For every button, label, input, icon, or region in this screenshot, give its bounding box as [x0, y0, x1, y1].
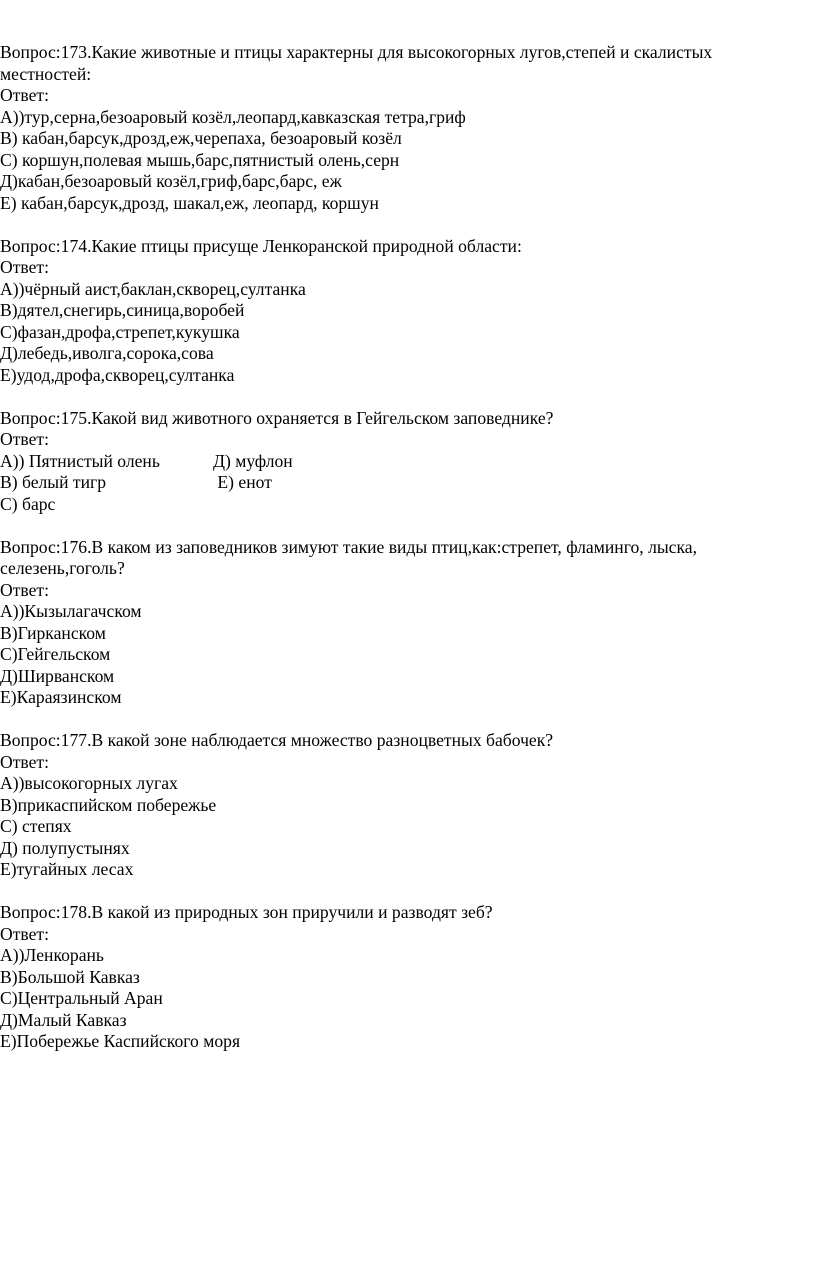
question-block-175 — [0, 408, 800, 516]
answer-option: B)дятел,снегирь,синица,воробей — [0, 300, 245, 320]
answer-option: Д) муфлон — [213, 450, 293, 471]
question-text: Вопрос:174.Какие птицы присуще Ленкоранской природной области: — [0, 235, 522, 256]
question-text: Вопрос:177.В какой зоне наблюдается множество разноцветных бабочек? — [0, 730, 554, 750]
answer-option: B) белый тигр — [0, 472, 107, 492]
question-text: Вопрос:175.Какой вид животного охраняется в Гейгельском заповеднике? — [0, 407, 554, 428]
answer-row — [0, 451, 800, 473]
answer-option: C) барс — [0, 493, 56, 514]
document-page — [0, 42, 800, 1074]
answer-label: Ответ: — [0, 923, 49, 944]
question-block-174 — [0, 236, 800, 387]
answer-label: Ответ: — [0, 257, 49, 277]
answer-label: Ответ: — [0, 579, 49, 600]
answer-option: E)Побережье Каспийского моря — [0, 1031, 241, 1051]
question-text: Вопрос:173.Какие животные и птицы характерны для высокогорных лугов,степей и скалистых местностей: — [0, 42, 713, 84]
answer-option: Д)Малый Кавказ — [0, 1009, 127, 1030]
answer-option: E)удод,дрофа,скворец,султанка — [0, 364, 235, 385]
question-text: Вопрос:176.В каком из заповедников зимуют такие виды птиц,как:стрепет, фламинго, лыска, селезень,гоголь? — [0, 536, 697, 578]
answer-option: C) степях — [0, 816, 72, 836]
answer-option: Д) полупустынях — [0, 837, 130, 858]
question-text: Вопрос:178.В какой из природных зон приручили и разводят зеб? — [0, 902, 493, 922]
answer-option: Д)лебедь,иволга,сорока,сова — [0, 343, 214, 363]
answer-label: Ответ: — [0, 85, 49, 105]
question-block-178 — [0, 902, 800, 1053]
question-block-177 — [0, 730, 800, 881]
question-block-176 — [0, 537, 800, 709]
answer-option: A)) Пятнистый олень — [0, 450, 160, 471]
answer-option: A))высокогорных лугах — [0, 773, 178, 793]
answer-option: B)прикаспийском побережье — [0, 794, 217, 815]
answer-option: E) енот — [213, 472, 272, 492]
answer-option: E)Караязинском — [0, 687, 122, 707]
answer-option: A))Ленкорань — [0, 945, 104, 965]
answer-option: A))тур,серна,безоаровый козёл,леопард,кавказская тетра,гриф — [0, 106, 466, 127]
answer-option: Д)кабан,безоаровый козёл,гриф,барс,барс, еж — [0, 171, 342, 191]
answer-option: Д)Ширванском — [0, 665, 115, 686]
answer-option: C)Центральный Аран — [0, 988, 163, 1008]
answer-option: E) кабан,барсук,дрозд, шакал,еж, леопард, коршун — [0, 192, 379, 213]
answer-option: C) коршун,полевая мышь,барс,пятнистый олень,серн — [0, 149, 400, 170]
answer-option: C)Гейгельском — [0, 644, 111, 664]
answer-option: E)тугайных лесах — [0, 859, 134, 879]
question-block-173 — [0, 42, 800, 214]
answer-option: B) кабан,барсук,дрозд,еж,черепаха, безоаровый козёл — [0, 128, 402, 148]
answer-option: C)фазан,дрофа,стрепет,кукушка — [0, 321, 240, 342]
answer-option: B)Гирканском — [0, 622, 106, 643]
answer-option: A))Кызылагачском — [0, 601, 142, 621]
answer-option: B)Большой Кавказ — [0, 966, 140, 987]
answer-option: A))чёрный аист,баклан,скворец,султанка — [0, 278, 306, 299]
answer-label: Ответ: — [0, 429, 49, 449]
answer-row — [0, 472, 800, 494]
answer-label: Ответ: — [0, 751, 49, 772]
